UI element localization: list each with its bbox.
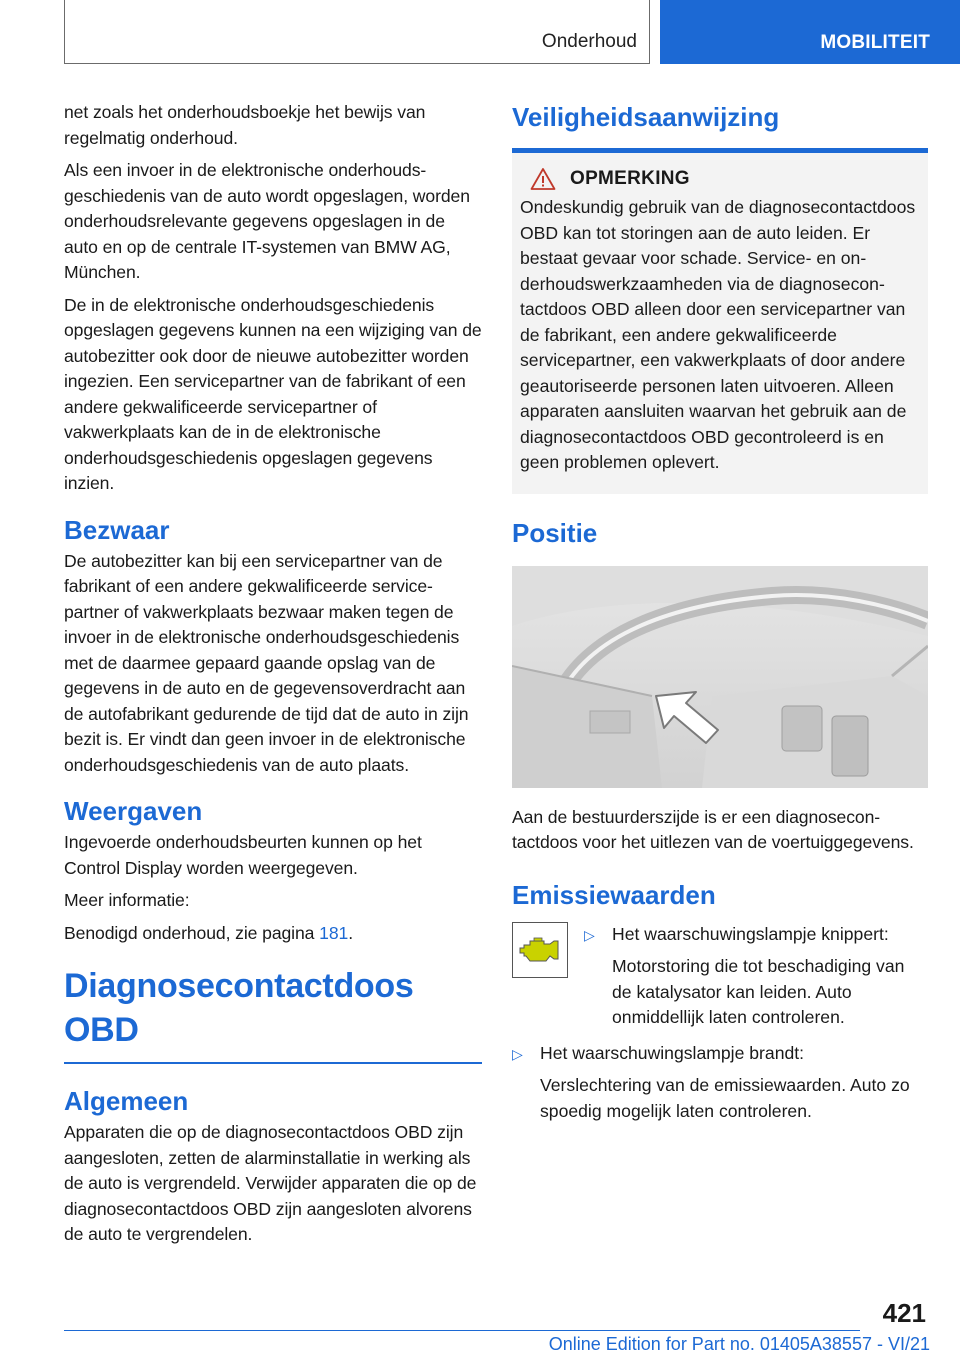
period: . — [348, 922, 354, 943]
obd-position-photo — [512, 566, 928, 788]
bullet-text: Het waarschuwingslampje brandt: — [540, 1042, 805, 1063]
check-engine-icon — [512, 922, 568, 978]
heading-bezwaar: Bezwaar — [64, 514, 170, 545]
paragraph: Aan de bestuurderszijde is er een diagnosecontactdoos voor het uitlezen van de voertuiggegevens. — [512, 806, 914, 852]
warning-triangle-icon — [530, 167, 556, 191]
bullet-triangle-icon: ▷ — [512, 1045, 523, 1062]
emission-item-flashing — [512, 922, 928, 1031]
paragraph: net zoals het onderhoudsboekje het bewijs van regelmatig onderhoud. — [64, 102, 426, 148]
paragraph: Als een invoer in de elektronische onderhoudsgeschiedenis van de auto wordt opgeslagen, worden onderhoudsrelevante gegevens opgeslagen in de auto en op de centrale IT-systemen van BMW AG, München. — [64, 160, 470, 282]
footer-edition: Online Edition for Part no. 01405A38557 - VI/21 — [548, 1334, 930, 1354]
footer-divider — [64, 1330, 860, 1331]
page-link-181[interactable]: 181 — [319, 922, 349, 943]
bullet-triangle-icon: ▷ — [584, 926, 595, 943]
header-chapter-label: MOBILITEIT — [820, 32, 930, 53]
header-section-title: Onderhoud — [541, 31, 637, 52]
paragraph: De autobezitter kan bij een servicepartner van de fabrikant of een andere gekwalificeerde servicepartner of vakwerkplaats bezwaar maken tegen de invoer in de elektronische onderhoudsgeschiedenis met de daarmee gepaard gaande opslag van de gegevens in de auto en de gegevensoverdracht aan de autofabrikant gedurende de tijd dat de auto in zijn bezit is. Er vindt dan geen invoer in de elektronische onderhoudsgeschiedenis van de auto plaats. — [64, 550, 469, 775]
heading-positie: Positie — [512, 517, 598, 548]
bullet-text: Het waarschuwingslampje knippert: — [612, 923, 889, 944]
left-column — [64, 100, 482, 1255]
header-section-box — [64, 0, 650, 64]
bullet-detail: Motorstoring die tot beschadiging van de katalysator kan leiden. Auto onmiddellijk laten controleren. — [612, 956, 905, 1027]
heading-diagnosecontactdoos: Diagnosecontactdoos OBD — [64, 964, 482, 1064]
header-chapter-tab — [660, 0, 960, 64]
heading-veiligheidsaanwijzing: Veiligheidsaanwijzing — [512, 100, 928, 153]
paragraph: De in de elektronische onderhoudsgeschiedenis opgeslagen gegevens kunnen na een wijziging van de autobezitter ook door de nieuwe autobezitter worden ingezien. Een servicepartner van de fabrikant of een andere gekwalificeerde servicepartner of vakwerkplaats kan de in de elektronische onderhoudsgeschiedenis opgeslagen gegevens inzien. — [64, 294, 482, 493]
right-column — [512, 100, 928, 1124]
notice-header — [520, 167, 920, 191]
heading-algemeen: Algemeen — [64, 1086, 189, 1116]
bullet-item — [584, 922, 928, 949]
paragraph: Apparaten die op de diagnosecontactdoos OBD zijn aangesloten, zetten de alarminstallatie in werking als de auto is vergrendeld. Verwijder apparaten die op de diagnosecontactdoos OBD zijn aangesloten alvorens de auto te vergrendelen. — [64, 1122, 477, 1244]
emission-item-steady — [512, 1041, 928, 1125]
cross-reference-text: Benodigd onderhoud, zie pagina — [64, 922, 320, 943]
paragraph: Meer informatie: — [64, 890, 190, 910]
bullet-detail: Verslechtering van de emissiewaarden. Auto zo spoedig mogelijk laten controleren. — [540, 1075, 910, 1121]
heading-emissiewaarden: Emissiewaarden — [512, 879, 716, 910]
notice-box — [512, 153, 928, 494]
notice-title: OPMERKING — [570, 168, 690, 189]
bullet-item — [512, 1041, 928, 1068]
notice-text: Ondeskundig gebruik van de diagnosecontactdoos OBD kan tot storingen aan de auto leiden. Er bestaat gevaar voor schade. Service- en onderhoudswerkzaamheden via de diagnosecontactdoos OBD alleen door een servicepartner van de fabrikant, een andere gekwalificeerde servicepartner, een vakwerkplaats of door andere geautoriseerde personen laten uitvoeren. Alleen apparaten aansluiten waarvan het gebruik aan de diagnosecontactdoos OBD gecontroleerd is en geen problemen oplevert. — [520, 197, 916, 472]
heading-weergaven: Weergaven — [64, 796, 203, 826]
cross-reference — [64, 921, 482, 947]
page-number: 421 — [882, 1298, 926, 1328]
paragraph: Ingevoerde onderhoudsbeurten kunnen op het Control Display worden weergegeven. — [64, 832, 422, 878]
